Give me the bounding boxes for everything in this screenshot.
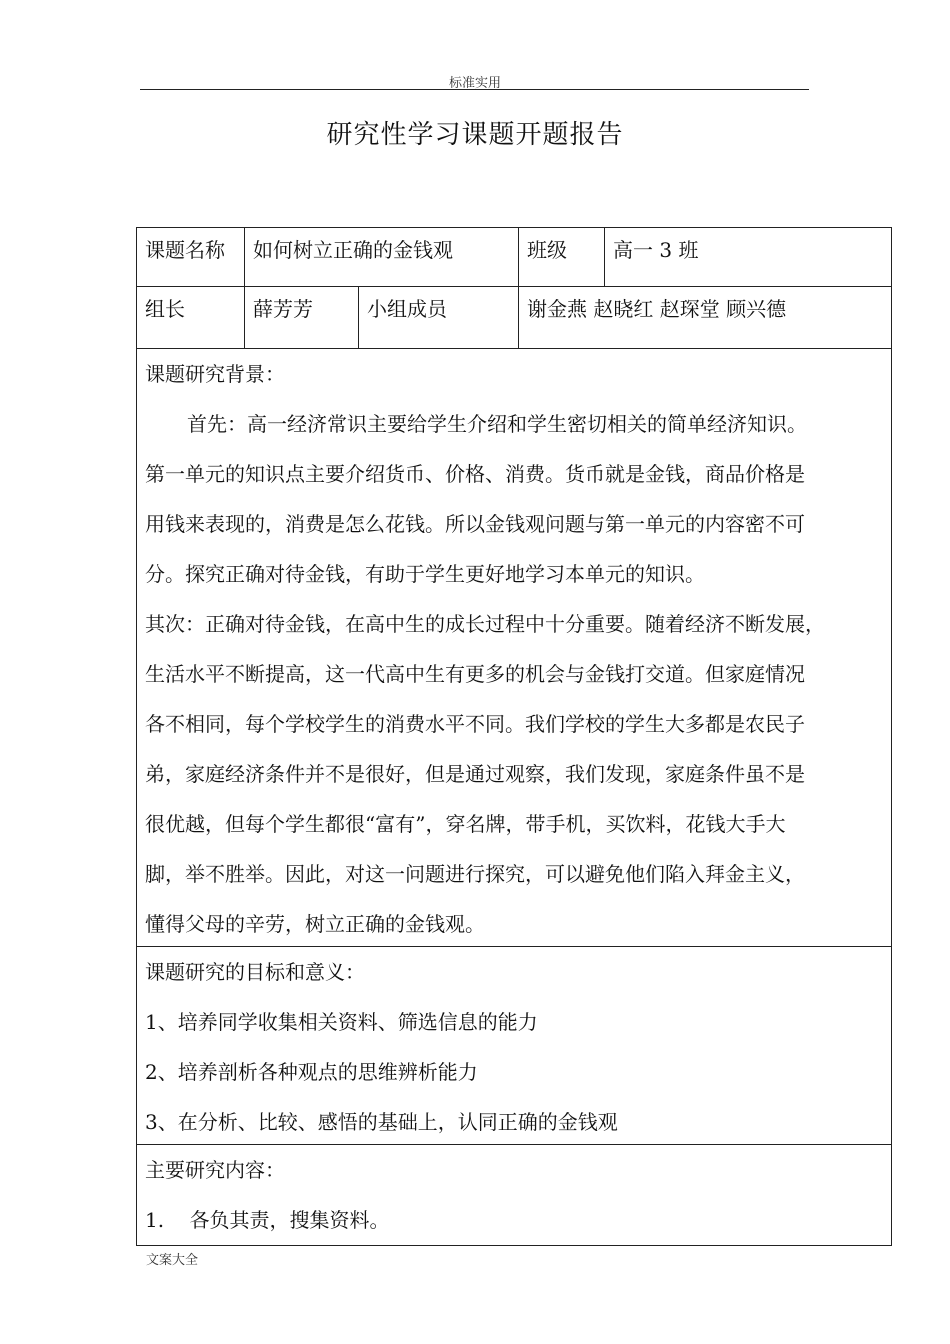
background-line: 用钱来表现的，消费是怎么花钱。所以金钱观问题与第一单元的内容密不可 (145, 512, 805, 536)
topic-label: 课题名称 (137, 228, 245, 286)
content-section (137, 1145, 891, 1245)
form-row-members (137, 287, 891, 349)
page-footer: 文案大全 (146, 1253, 199, 1268)
background-line: 生活水平不断提高，这一代高中生有更多的机会与金钱打交道。但家庭情况 (145, 662, 805, 686)
class-value: 高一 3 班 (613, 238, 699, 262)
class-label: 班级 (519, 228, 605, 286)
form-row-goals (137, 947, 891, 1145)
background-line: 很优越，但每个学生都很“富有”，穿名牌，带手机，买饮料，花钱大手大 (145, 812, 786, 836)
background-line: 脚，举不胜举。因此，对这一问题进行探究，可以避免他们陷入拜金主义， (145, 862, 805, 886)
leader-label: 组长 (137, 287, 245, 348)
form-row-content (137, 1145, 891, 1245)
header-rule (140, 89, 809, 90)
document-title: 研究性学习课题开题报告 (326, 120, 624, 150)
background-line: 懂得父母的辛劳，树立正确的金钱观。 (145, 912, 485, 936)
form-row-background (137, 349, 891, 947)
report-form (136, 227, 892, 1246)
goal-item: 1、培养同学收集相关资料、筛选信息的能力 (145, 1010, 538, 1034)
background-line: 第一单元的知识点主要介绍货币、价格、消费。货币就是金钱，商品价格是 (145, 462, 805, 486)
leader-value: 薛芳芳 (245, 287, 359, 348)
members-label: 小组成员 (359, 287, 519, 348)
page-header: 标准实用 (448, 76, 501, 91)
background-line: 弟，家庭经济条件并不是很好，但是通过观察，我们发现，家庭条件虽不是 (145, 762, 805, 786)
goal-item: 3、在分析、比较、感悟的基础上，认同正确的金钱观 (145, 1110, 618, 1134)
background-line: 首先：高一经济常识主要给学生介绍和学生密切相关的简单经济知识。 (187, 412, 807, 436)
background-section (137, 349, 891, 946)
topic-value: 如何树立正确的金钱观 (245, 228, 519, 286)
background-line: 各不相同，每个学校学生的消费水平不同。我们学校的学生大多都是农民子 (145, 712, 805, 736)
goals-heading: 课题研究的目标和意义： (145, 960, 365, 984)
goal-item: 2、培养剖析各种观点的思维辨析能力 (145, 1060, 478, 1084)
goals-section (137, 947, 891, 1144)
background-line: 其次：正确对待金钱，在高中生的成长过程中十分重要。随着经济不断发展， (145, 612, 825, 636)
background-line: 分。探究正确对待金钱，有助于学生更好地学习本单元的知识。 (145, 562, 705, 586)
members-value: 谢金燕 赵晓红 赵琛堂 顾兴德 (527, 297, 787, 321)
content-heading: 主要研究内容： (145, 1158, 285, 1182)
content-item: 1. 各负其责，搜集资料。 (145, 1208, 390, 1232)
form-row-topic (137, 228, 891, 287)
background-heading: 课题研究背景： (145, 362, 285, 386)
